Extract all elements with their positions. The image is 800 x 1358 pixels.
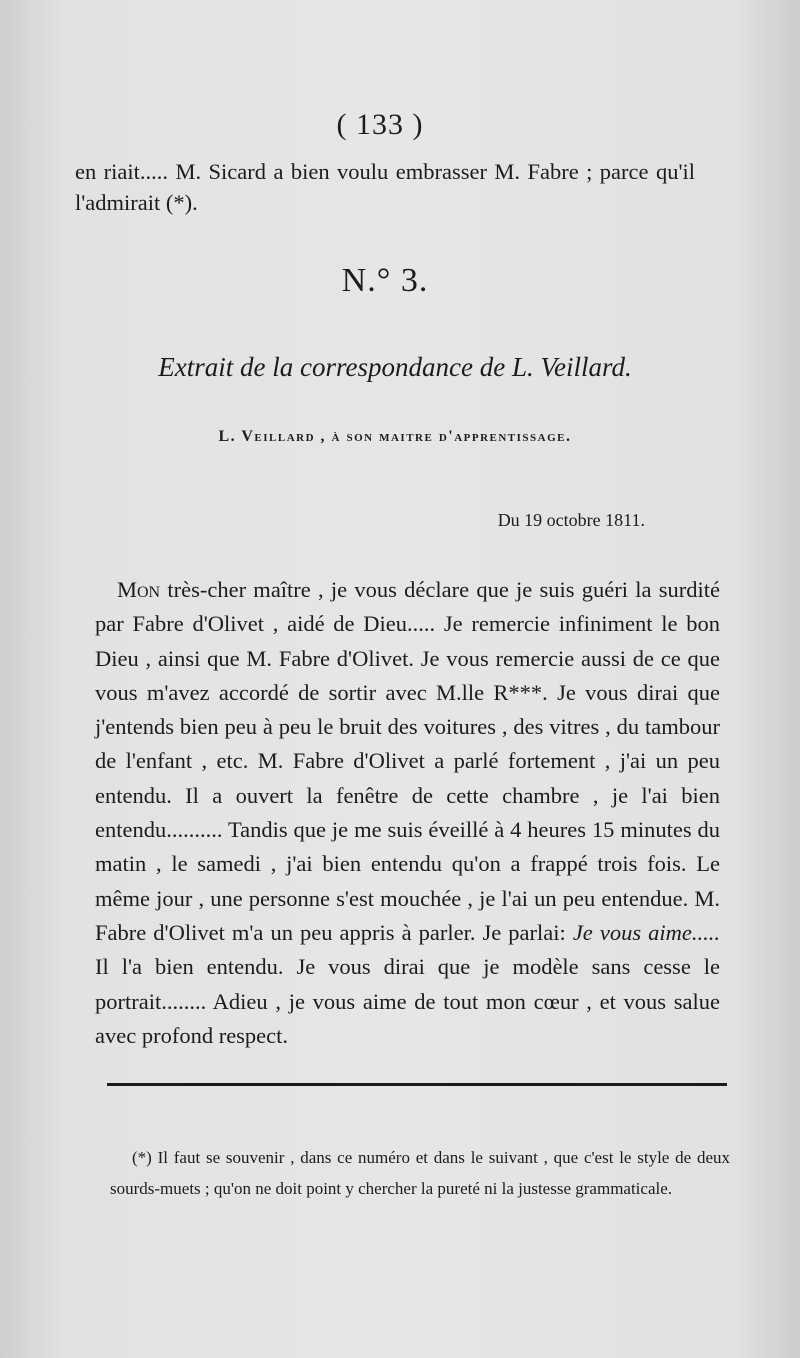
letter-first-word: Mon	[117, 577, 161, 602]
letter-body	[95, 573, 720, 1053]
letter-text-part-1: très-cher maître , je vous déclare que je suis guéri la surdité par Fabre d'Olivet , aidé de Dieu..... Je remercie infiniment le bon Dieu , ainsi que M. Fabre d'Olivet. Je vous remercie aussi de ce que vous m'avez accordé de sortir avec M.lle R***. Je vous dirai que j'entends bien peu à peu le bruit des voitures , des vitres , du tambour de l'enfant , etc. M. Fabre d'Olivet a parlé fortement , j'ai un peu entendu. Il a ouvert la fenêtre de cette chambre , je l'ai bien entendu.......... Tandis que je me suis éveillé à 4 heures 15 minutes du matin , le samedi , j'ai bien entendu qu'on a frappé trois fois. Le même jour , une personne s'est mouchée , je l'ai un peu entendue. M. Fabre d'Olivet m'a un peu appris à parler. Je parlai:	[95, 577, 720, 945]
letter-salutation: L. Veillard , à son maitre d'apprentissage.	[218, 428, 572, 445]
section-number: N.° 3.	[341, 262, 429, 299]
opening-paragraph: en riait..... M. Sicard a bien voulu embrasser M. Fabre ; parce qu'il l'admirait (*).	[75, 159, 695, 215]
footnote: (*) Il faut se souvenir , dans ce numéro et dans le suivant , que c'est le style de deux sourds-muets ; qu'on ne doit point y chercher la pureté ni la justesse grammaticale.	[110, 1148, 730, 1198]
page-number: ( 133 )	[336, 108, 424, 141]
letter-text-part-2: Il l'a bien entendu. Je vous dirai que je modèle sans cesse le portrait........ Adieu , je vous aime de tout mon cœur , et vous salue avec profond respect.	[95, 954, 720, 1048]
letter-date: Du 19 octobre 1811.	[497, 510, 645, 530]
letter-italic-phrase: Je vous aime.....	[572, 919, 720, 945]
section-title: Extrait de la correspondance de L. Veillard.	[158, 352, 632, 382]
footnote-divider	[107, 1083, 727, 1086]
